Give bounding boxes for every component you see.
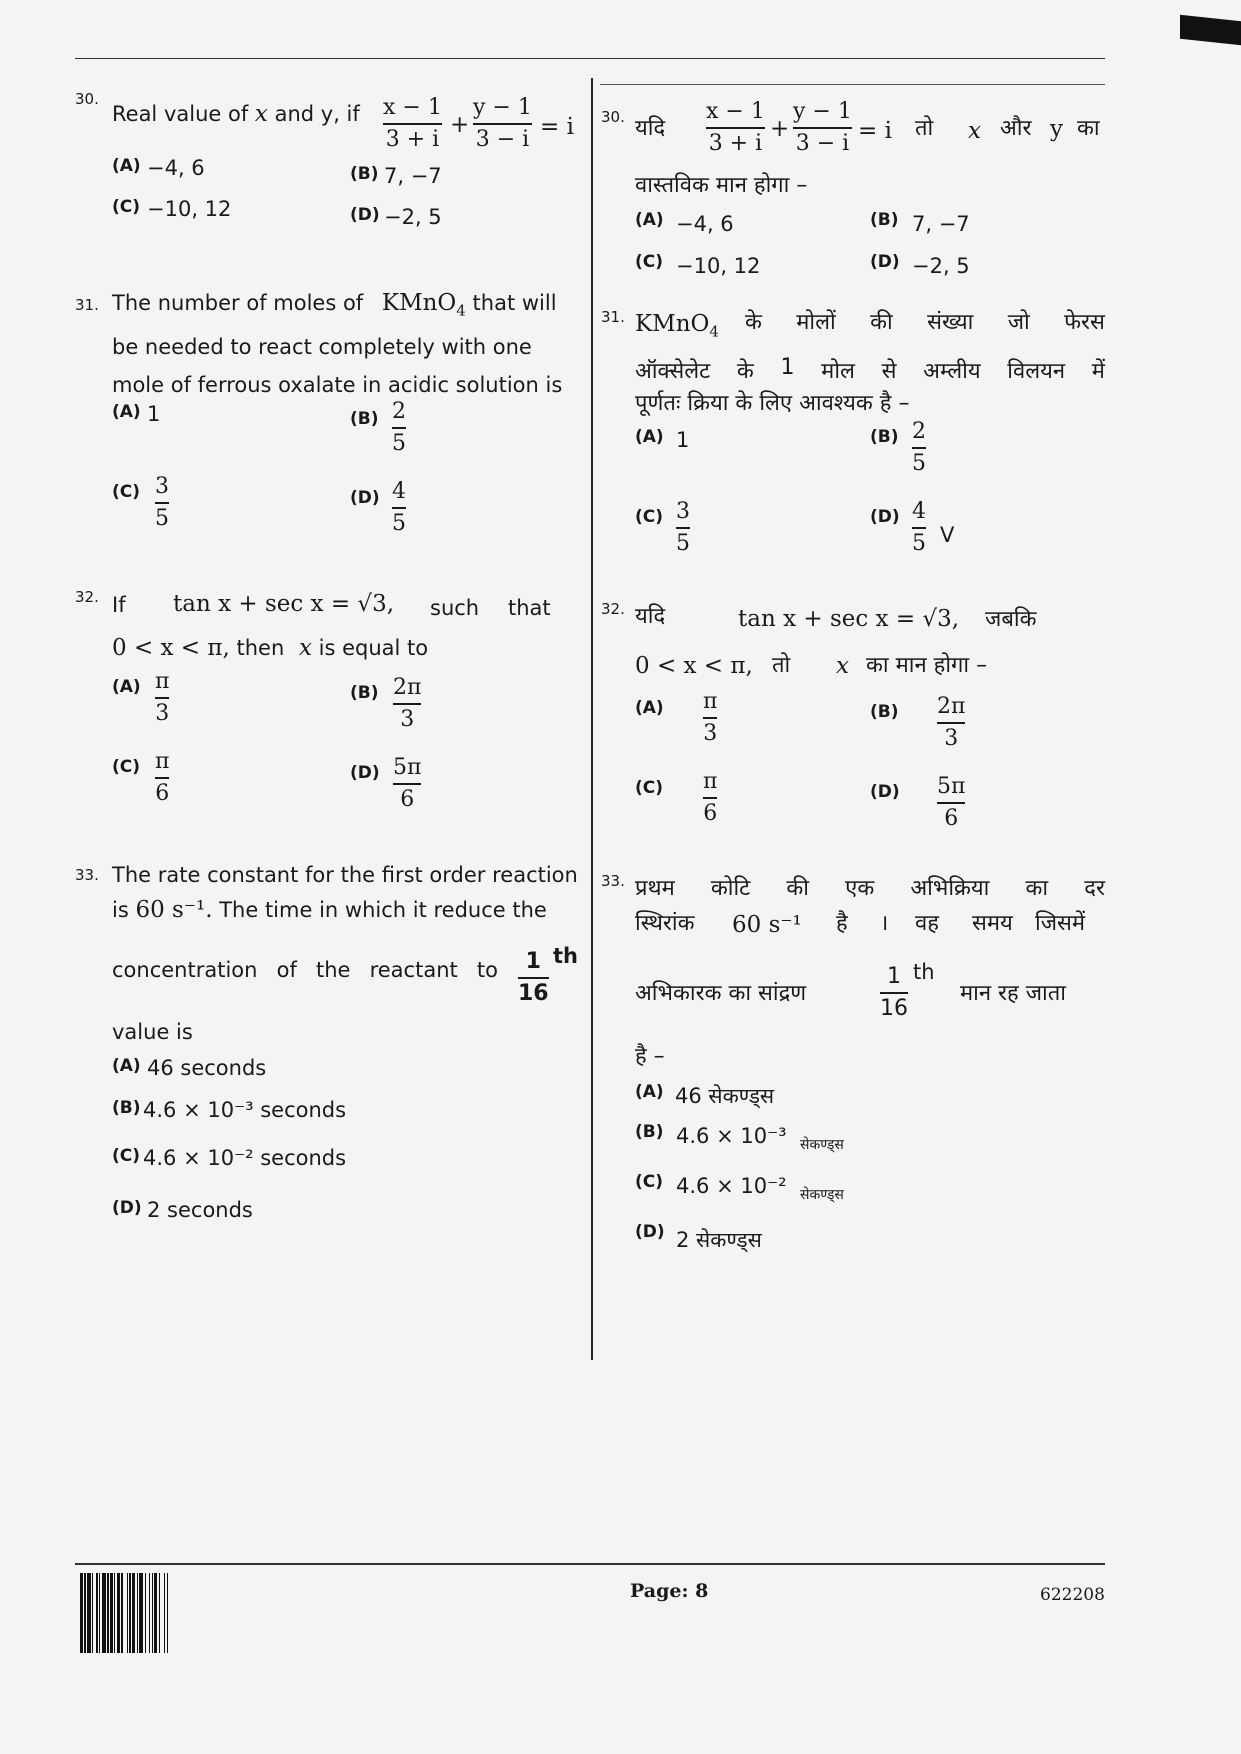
option-label-a: (A) <box>112 677 141 697</box>
top-rule <box>75 58 1105 59</box>
word: प्रथम <box>635 876 675 901</box>
fraction-bar <box>393 703 421 705</box>
barcode-stripe <box>168 1573 171 1653</box>
option-fraction-d <box>937 775 965 831</box>
fraction-numerator: π <box>155 669 170 694</box>
chemical-formula <box>635 311 719 341</box>
option-unit-c: सेकण्ड्स <box>800 1187 844 1203</box>
fraction-bar <box>706 127 765 129</box>
fraction-denominator: 3 − i <box>795 131 850 157</box>
question-line-3: mole of ferrous oxalate in acidic solution is <box>112 373 563 397</box>
text-segment: is equal to <box>318 636 429 660</box>
option-label-b: (B) <box>870 427 899 447</box>
fraction-numerator: 2π <box>393 675 422 700</box>
word: कोटि <box>710 876 751 901</box>
option-value-c: 4.6 × 10⁻² seconds <box>143 1146 347 1170</box>
option-value-a: 46 सेकण्ड्स <box>675 1084 775 1108</box>
option-label-c: (C) <box>635 778 664 798</box>
option-label-b: (B) <box>112 1098 141 1118</box>
text-yadi: यदि <box>635 116 666 141</box>
text-segment: का मान होगा – <box>866 653 988 678</box>
math-expression: tan x + sec x = √3, <box>173 591 395 617</box>
option-label-b: (B) <box>870 702 899 722</box>
question-line-1 <box>745 306 1105 336</box>
fraction-bar <box>703 717 717 719</box>
word: विलयन <box>1007 359 1066 384</box>
superscript-th: th <box>553 944 578 968</box>
word: का <box>1025 876 1049 901</box>
corner-registration-mark <box>1180 15 1241 45</box>
fraction-numerator: 3 <box>676 499 690 524</box>
question-number: 33. <box>601 872 625 890</box>
word: ऑक्सेलेट <box>635 359 711 384</box>
fraction-numerator: 1 <box>887 964 901 989</box>
fraction-bar <box>155 502 169 504</box>
equals-i: = i <box>858 118 892 144</box>
text-segment: Real value of <box>112 102 249 126</box>
option-label-c: (C) <box>112 1146 141 1166</box>
fraction-bar <box>473 123 532 125</box>
formula-subscript: 4 <box>456 301 466 320</box>
fraction-numerator: 3 <box>155 474 169 499</box>
rate-constant: 60 s⁻¹. <box>135 897 213 923</box>
fraction-denominator: 3 <box>155 701 170 727</box>
word: अभिक्रिया <box>910 876 990 901</box>
text-segment: reactant <box>369 958 458 982</box>
option-value-a: −4, 6 <box>676 212 734 236</box>
question-line-3 <box>112 958 498 982</box>
word: दर <box>1084 876 1105 901</box>
footer-rule <box>75 1563 1105 1565</box>
question-number: 30. <box>75 90 99 108</box>
option-label-d: (D) <box>870 252 900 272</box>
option-label-a: (A) <box>635 1082 664 1102</box>
math-expression: 0 < x < π, <box>635 653 753 679</box>
math-var: x <box>254 101 268 127</box>
option-value-d: −2, 5 <box>912 254 970 278</box>
fraction-numerator: 2 <box>392 399 406 424</box>
question-number: 30. <box>601 108 625 126</box>
option-value-a: 1 <box>676 428 690 452</box>
option-fraction-b <box>393 676 421 732</box>
word: जो <box>1007 310 1030 335</box>
question-line-3: पूर्णतः क्रिया के लिए आवश्यक है – <box>635 391 910 416</box>
text-segment: of <box>276 958 297 982</box>
option-fraction-a <box>703 690 717 746</box>
question-number: 32. <box>601 600 625 618</box>
formula-subscript: 4 <box>709 322 719 341</box>
fraction-bar <box>518 977 549 979</box>
question-line-1 <box>112 290 557 320</box>
option-value-a: 1 <box>147 402 161 426</box>
option-value-b: 4.6 × 10⁻³ <box>676 1124 787 1148</box>
option-fraction-b <box>912 420 926 476</box>
option-fraction-c <box>155 475 169 531</box>
fraction-denominator: 5 <box>392 431 406 457</box>
fraction-denominator: 6 <box>944 806 959 832</box>
word: संख्या <box>927 310 974 335</box>
text-jabki: जबकि <box>985 607 1037 632</box>
option-value-c: 4.6 × 10⁻² <box>676 1174 787 1198</box>
option-label-c: (C) <box>635 507 664 527</box>
equals-i: = i <box>540 114 574 140</box>
text-that: that <box>508 596 551 620</box>
text-segment: स्थिरांक <box>635 911 695 936</box>
option-fraction-d <box>392 480 406 536</box>
option-fraction-b <box>937 695 965 751</box>
math-var: x <box>968 118 981 144</box>
question-line-2 <box>112 635 428 661</box>
word: में <box>1091 359 1105 384</box>
word: से <box>881 359 897 384</box>
fraction-denominator: 3 + i <box>708 131 763 157</box>
fraction-numerator: 4 <box>912 499 926 524</box>
text-segment: is <box>112 898 129 922</box>
option-value-a: −4, 6 <box>147 156 205 180</box>
text-segment: that will <box>472 291 557 315</box>
question-line-2 <box>635 355 1105 385</box>
page-number: Page: 8 <box>630 1580 709 1602</box>
text-to: तो <box>772 653 791 678</box>
option-label-c: (C) <box>112 757 141 777</box>
math-expression: 0 < x < π, <box>112 635 230 661</box>
plus-sign: + <box>770 116 790 142</box>
option-value-d: −2, 5 <box>384 205 442 229</box>
word: एक <box>845 876 875 901</box>
fraction-denominator: 3 <box>400 707 415 733</box>
math-var: x <box>298 635 312 661</box>
superscript-th: th <box>913 960 935 984</box>
fraction-1 <box>706 100 765 156</box>
text-aur: और <box>1000 116 1032 141</box>
word: के <box>736 359 754 384</box>
chemical-formula <box>381 290 466 320</box>
fraction-bar <box>912 447 926 449</box>
question-line-4: value is <box>112 1020 193 1044</box>
fraction-1-16 <box>880 965 908 1021</box>
option-label-b: (B) <box>350 164 379 184</box>
option-label-b: (B) <box>350 409 379 429</box>
fraction-numerator: y − 1 <box>793 99 852 124</box>
question-line-2: be needed to react completely with one <box>112 335 532 359</box>
fraction-denominator: 6 <box>155 781 170 807</box>
question-line-2: वास्तविक मान होगा – <box>635 173 808 198</box>
option-label-a: (A) <box>112 156 141 176</box>
option-fraction-c <box>703 770 717 826</box>
option-value-c: −10, 12 <box>676 254 761 278</box>
option-label-b: (B) <box>635 1122 664 1142</box>
option-label-a: (A) <box>112 402 141 422</box>
option-value-c: −10, 12 <box>147 197 232 221</box>
option-label-b: (B) <box>350 683 379 703</box>
option-fraction-b <box>392 400 406 456</box>
fraction-numerator: π <box>703 769 718 794</box>
math-expression: tan x + sec x = √3, <box>738 606 960 632</box>
fraction-bar <box>937 802 965 804</box>
text-segment: The number of moles of <box>112 291 364 315</box>
rate-constant: 60 s⁻¹ <box>732 912 802 938</box>
text-to: तो <box>915 116 934 141</box>
fraction-denominator: 5 <box>155 506 169 532</box>
word: अम्लीय <box>923 359 981 384</box>
text-if: If <box>112 593 126 617</box>
text-segment: वह <box>915 911 939 936</box>
question-line-2 <box>112 897 547 923</box>
fraction-numerator: x − 1 <box>706 99 765 124</box>
fraction-denominator: 3 <box>944 726 959 752</box>
fraction-numerator: π <box>155 749 170 774</box>
option-value-d: 2 सेकण्ड्स <box>676 1228 762 1252</box>
fraction-numerator: y − 1 <box>473 95 532 120</box>
word: मोल <box>821 359 855 384</box>
top-rule-right <box>600 84 1105 85</box>
option-fraction-d <box>912 500 926 556</box>
option-label-b: (B) <box>870 210 899 230</box>
fraction-1 <box>383 96 442 152</box>
fraction-denominator: 6 <box>703 801 718 827</box>
fraction-2 <box>473 96 532 152</box>
text-segment: है <box>836 911 848 936</box>
fraction-denominator: 16 <box>518 981 549 1007</box>
math-var: y <box>1050 116 1063 142</box>
option-label-d: (D) <box>350 488 380 508</box>
fraction-bar <box>155 777 169 779</box>
fraction-1-16 <box>518 950 549 1006</box>
text-segment: and y, if <box>274 102 360 126</box>
option-value-d: 2 seconds <box>147 1198 253 1222</box>
fraction-bar <box>155 697 169 699</box>
option-value-b: 7, −7 <box>912 212 970 236</box>
option-label-d: (D) <box>870 507 900 527</box>
text-yadi: यदि <box>635 604 666 629</box>
fraction-denominator: 5 <box>912 451 926 477</box>
text-segment: जिसमें <box>1035 911 1086 936</box>
option-label-a: (A) <box>112 1056 141 1076</box>
fraction-bar <box>937 722 965 724</box>
option-unit-b: सेकण्ड्स <box>800 1137 844 1153</box>
fraction-numerator: 2 <box>912 419 926 444</box>
text-segment: The time in which it reduce the <box>219 898 547 922</box>
text-segment: मान रह जाता <box>960 981 1066 1006</box>
option-fraction-c <box>155 750 169 806</box>
question-line-1: The rate constant for the first order reaction <box>112 863 578 887</box>
fraction-numerator: x − 1 <box>383 95 442 120</box>
option-label-c: (C) <box>635 252 664 272</box>
fraction-bar <box>676 527 690 529</box>
option-label-c: (C) <box>112 482 141 502</box>
option-fraction-a <box>155 670 169 726</box>
word: के <box>745 310 762 335</box>
fraction-bar <box>880 992 908 994</box>
fraction-denominator: 5 <box>676 531 690 557</box>
option-label-d: (D) <box>350 205 380 225</box>
fraction-numerator: 5π <box>937 774 966 799</box>
word: की <box>870 310 893 335</box>
fraction-numerator: π <box>703 689 718 714</box>
formula-base: KMnO <box>635 311 710 337</box>
question-number: 31. <box>75 296 99 314</box>
fraction-bar <box>393 783 421 785</box>
text-segment: the <box>315 958 351 982</box>
question-number: 31. <box>601 308 625 326</box>
column-divider <box>591 78 593 1360</box>
stray-mark: V <box>940 523 955 547</box>
option-label-c: (C) <box>112 197 141 217</box>
plus-sign: + <box>450 112 470 138</box>
fraction-numerator: 1 <box>525 949 541 974</box>
question-line-1 <box>635 872 1105 902</box>
fraction-bar <box>392 507 406 509</box>
fraction-bar <box>793 127 852 129</box>
booklet-code: 622208 <box>1040 1585 1105 1605</box>
option-label-d: (D) <box>870 782 900 802</box>
fraction-denominator: 6 <box>400 787 415 813</box>
option-value-a: 46 seconds <box>147 1056 267 1080</box>
option-fraction-d <box>393 756 421 812</box>
question-line-4: है – <box>635 1044 665 1069</box>
question-number: 32. <box>75 588 99 606</box>
formula-base: KMnO <box>381 290 457 316</box>
word: 1 <box>780 355 795 380</box>
text-segment: समय <box>972 911 1013 936</box>
option-label-a: (A) <box>635 698 664 718</box>
fraction-denominator: 3 <box>703 721 718 747</box>
word: फेरस <box>1064 310 1105 335</box>
option-label-d: (D) <box>112 1198 142 1218</box>
fraction-numerator: 2π <box>937 694 966 719</box>
word: की <box>786 876 810 901</box>
fraction-denominator: 3 + i <box>385 127 440 153</box>
fraction-2 <box>793 100 852 156</box>
fraction-bar <box>383 123 442 125</box>
option-label-c: (C) <box>635 1172 664 1192</box>
fraction-bar <box>912 527 926 529</box>
option-value-b: 7, −7 <box>384 164 442 188</box>
fraction-numerator: 4 <box>392 479 406 504</box>
fraction-bar <box>703 797 717 799</box>
fraction-denominator: 3 − i <box>475 127 530 153</box>
barcode-image <box>80 1573 295 1653</box>
math-var: x <box>836 653 849 679</box>
question-text <box>112 101 360 127</box>
text-segment: । <box>880 911 889 936</box>
option-label-a: (A) <box>635 210 664 230</box>
option-label-d: (D) <box>350 763 380 783</box>
fraction-bar <box>392 427 406 429</box>
option-label-d: (D) <box>635 1222 665 1242</box>
fraction-denominator: 5 <box>392 511 406 537</box>
option-fraction-c <box>676 500 690 556</box>
text-segment: concentration <box>112 958 258 982</box>
text-segment: अभिकारक का सांद्रण <box>635 981 807 1006</box>
text-such: such <box>430 596 480 620</box>
option-value-b: 4.6 × 10⁻³ seconds <box>143 1098 347 1122</box>
text-then: then <box>236 636 285 660</box>
fraction-numerator: 5π <box>393 755 422 780</box>
word: मोलों <box>796 310 836 335</box>
text-segment: to <box>476 958 498 982</box>
text-ka: का <box>1077 116 1100 141</box>
question-number: 33. <box>75 866 99 884</box>
option-label-a: (A) <box>635 427 664 447</box>
fraction-denominator: 5 <box>912 531 926 557</box>
fraction-denominator: 16 <box>880 996 908 1022</box>
